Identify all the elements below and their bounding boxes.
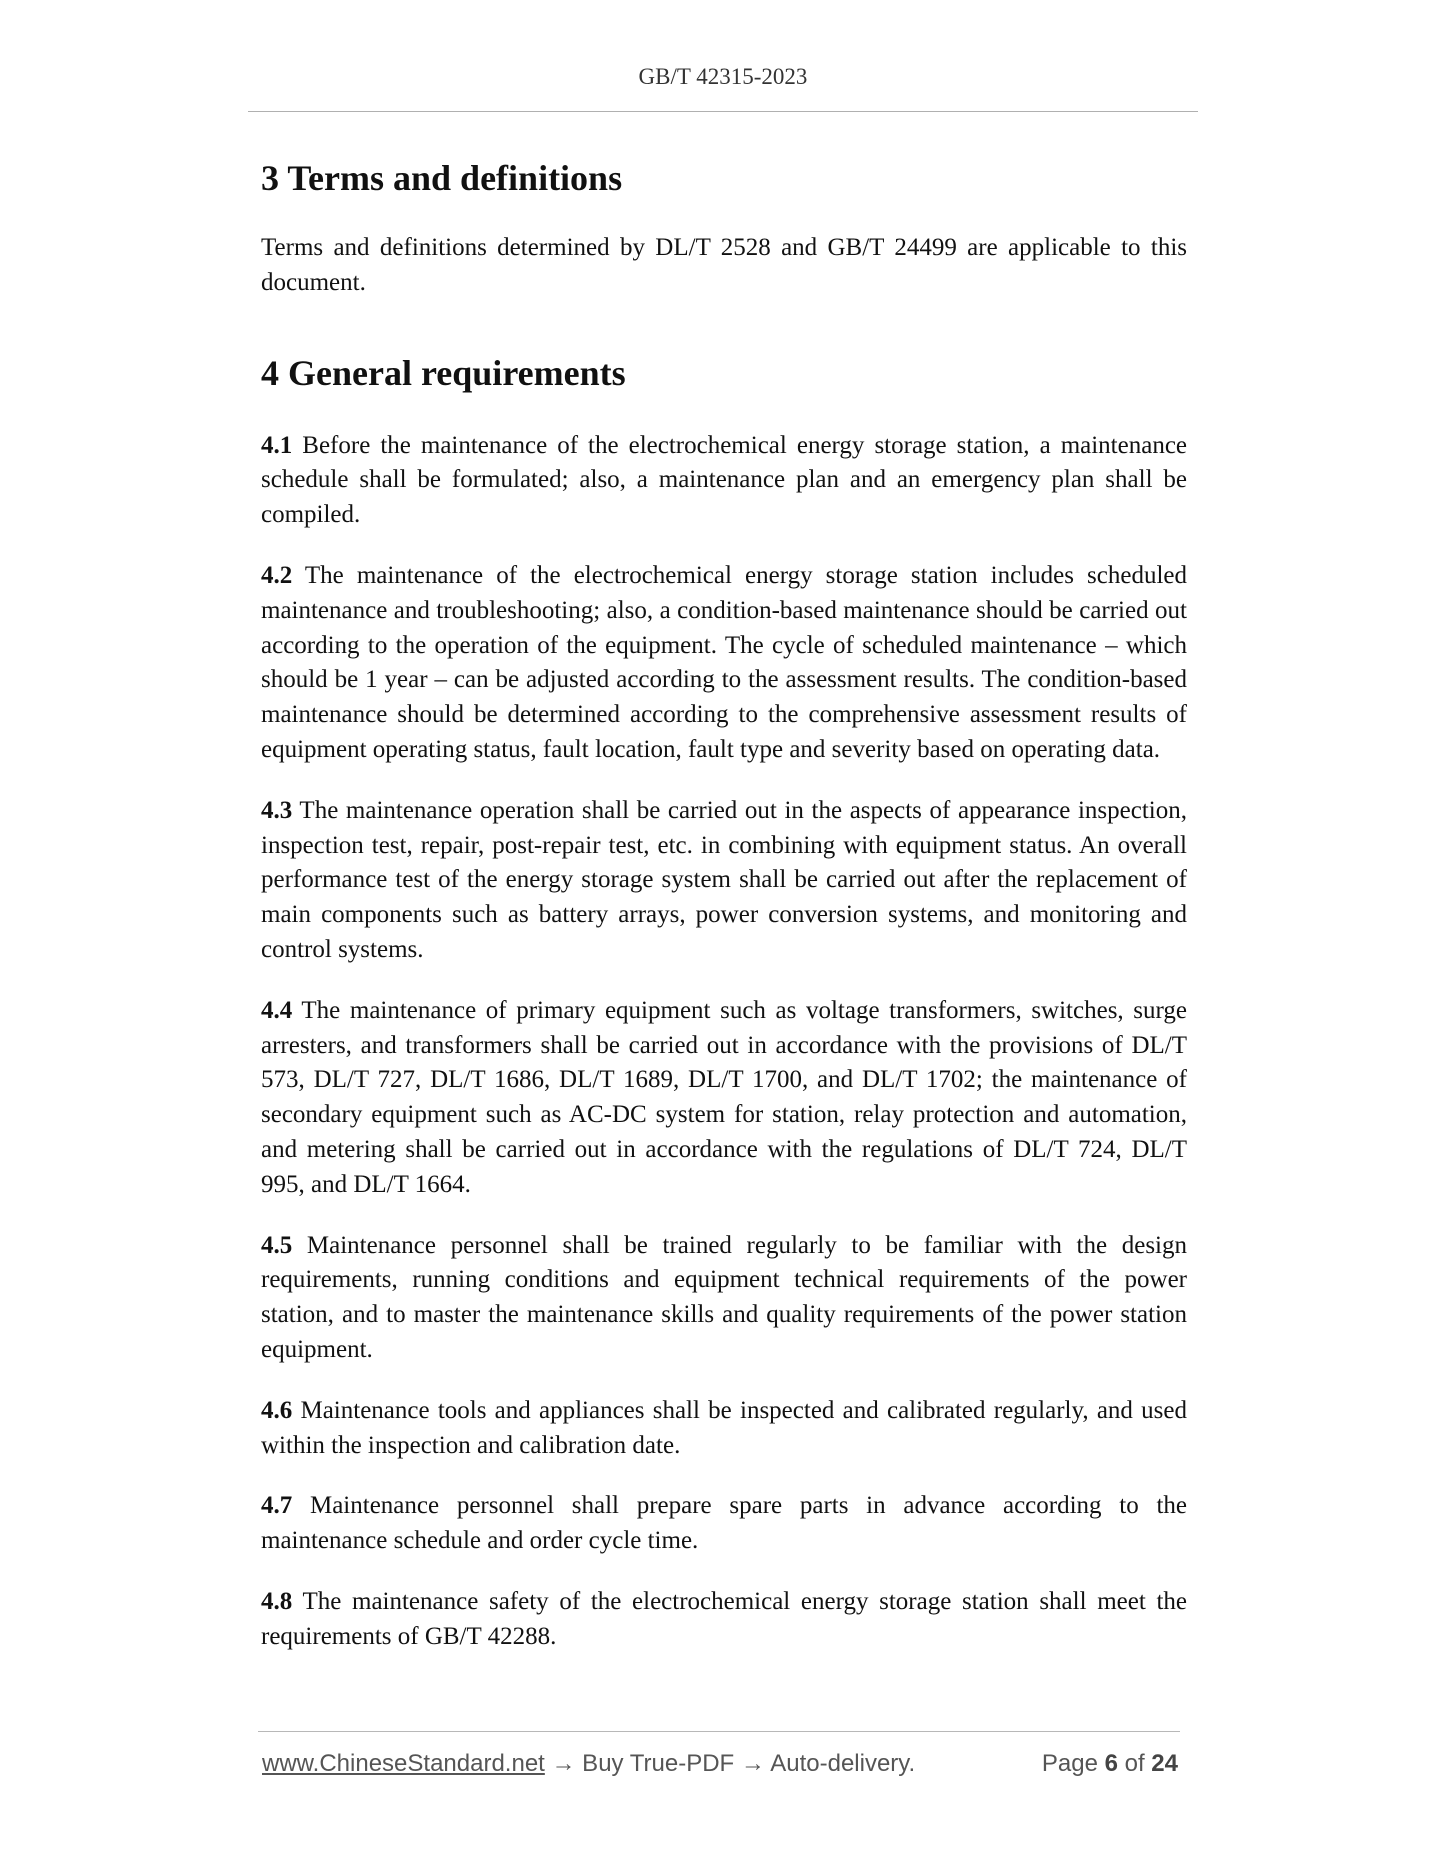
clause-number: 4.6 xyxy=(261,1396,293,1424)
clause-text: The maintenance safety of the electrochemical energy storage station shall meet the requirements of GB/T 42288. xyxy=(261,1587,1187,1650)
clause-4-3 xyxy=(261,794,1187,968)
clause-4-7 xyxy=(261,1489,1187,1559)
section-3-heading: 3 Terms and definitions xyxy=(261,158,623,198)
clause-4-8 xyxy=(261,1585,1187,1655)
clause-4-1 xyxy=(261,429,1187,533)
clause-number: 4.4 xyxy=(261,996,293,1024)
clause-number: 4.8 xyxy=(261,1587,293,1615)
clause-number: 4.1 xyxy=(261,431,293,459)
clause-4-5 xyxy=(261,1229,1187,1368)
clause-number: 4.2 xyxy=(261,561,293,589)
clause-text: Maintenance personnel shall be trained regularly to be familiar with the design requirements, running conditions and equipment technical requirements of the power station, and to master the maintenance skills and quality requirements of the power station equipment. xyxy=(261,1231,1188,1363)
clause-text: The maintenance of primary equipment such as voltage transformers, switches, surge arresters, and transformers shall be carried out in accordance with the provisions of DL/T 573, DL/T 727, DL/T 1686, DL/T 1689, DL/T 1700, and DL/T 1702; the maintenance of secondary equipment such as AC-DC system for station, relay protection and automation, and metering shall be carried out in accordance with the regulations of DL/T 724, DL/T 995, and DL/T 1664. xyxy=(261,996,1187,1198)
clause-number: 4.5 xyxy=(261,1231,293,1259)
page-label: Page xyxy=(1041,1750,1105,1777)
clause-text: Maintenance personnel shall prepare spare parts in advance according to the maintenance schedule and order cycle time. xyxy=(261,1492,1187,1555)
clause-number: 4.7 xyxy=(261,1492,293,1520)
current-page: 6 xyxy=(1104,1750,1118,1777)
page-of: of xyxy=(1117,1750,1152,1777)
clause-number: 4.3 xyxy=(261,796,293,824)
clause-text: The maintenance of the electrochemical energy storage station includes scheduled maintenance and troubleshooting; also, a condition-based maintenance should be carried out according to the operation of the equipment. The cycle of scheduled maintenance – which should be 1 year – can be adjusted according to the assessment results. The condition-based maintenance should be determined according to the comprehensive assessment results of equipment operating status, fault location, fault type and severity based on operating data. xyxy=(261,561,1187,763)
page-number xyxy=(1042,1750,1178,1778)
section-3-text: Terms and definitions determined by DL/T 2528 and GB/T 24499 are applicable to this document. xyxy=(261,234,1187,296)
section-4-heading: 4 General requirements xyxy=(261,352,626,393)
footer-promo-text: → Buy True-PDF → Auto-delivery. xyxy=(544,1750,916,1777)
running-header: GB/T 42315-2023 xyxy=(638,64,808,89)
clause-4-2 xyxy=(261,559,1187,768)
document-body xyxy=(261,150,1187,1655)
clause-4-6 xyxy=(261,1394,1187,1464)
footer-divider xyxy=(258,1731,1180,1732)
clause-4-4 xyxy=(261,994,1187,1203)
page-footer xyxy=(262,1750,1178,1778)
website-link[interactable]: www.ChineseStandard.net xyxy=(262,1750,545,1777)
clause-text: Before the maintenance of the electrochemical energy storage station, a maintenance schedule shall be formulated; also, a maintenance plan and an emergency plan shall be compiled. xyxy=(261,431,1188,529)
footer-promo xyxy=(262,1750,915,1778)
total-pages: 24 xyxy=(1151,1750,1178,1777)
clause-text: Maintenance tools and appliances shall be inspected and calibrated regularly, and used within the inspection and calibration date. xyxy=(261,1396,1187,1459)
clause-text: The maintenance operation shall be carried out in the aspects of appearance inspection, inspection test, repair, post-repair test, etc. in combining with equipment status. An overall performance test of the energy storage system shall be carried out after the replacement of main components such as battery arrays, power conversion systems, and monitoring and control systems. xyxy=(261,796,1187,963)
header-divider xyxy=(248,111,1198,112)
